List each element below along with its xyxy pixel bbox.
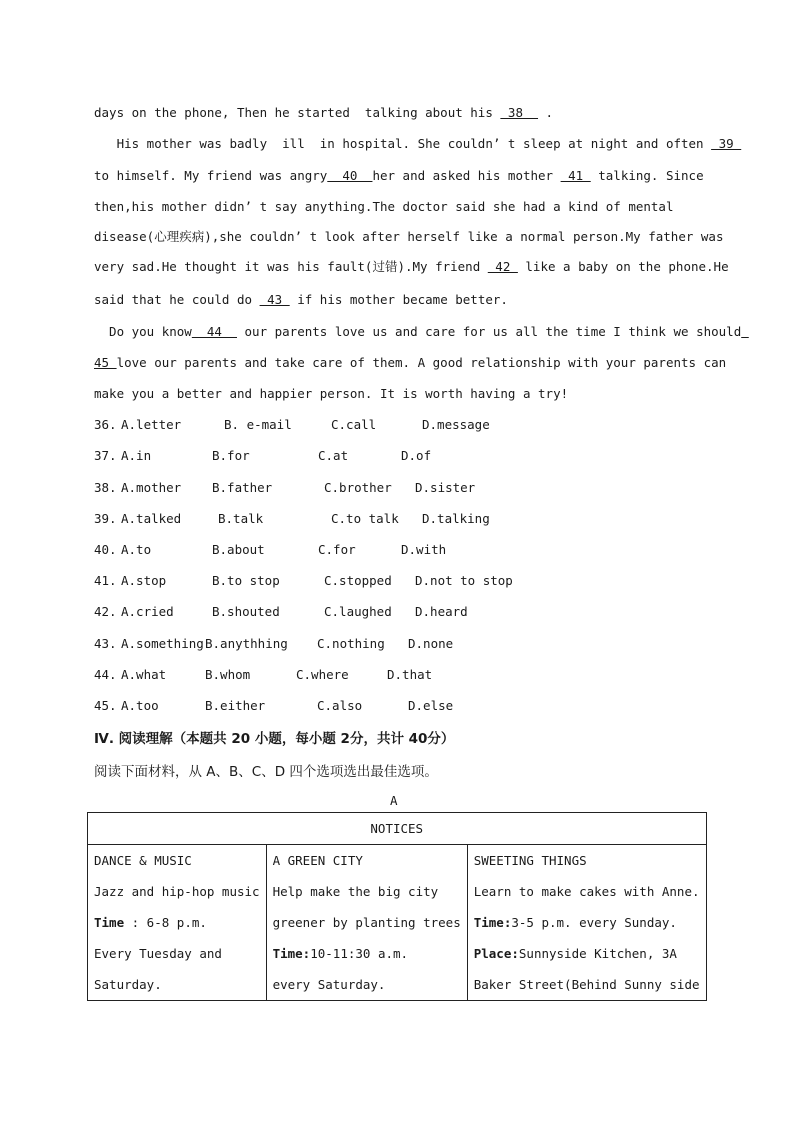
option-a: A.letter — [121, 417, 182, 432]
option-c: C.where — [296, 667, 349, 682]
question-number: 36. — [94, 417, 117, 432]
option-a: A.in — [121, 448, 152, 463]
notice-title: A GREEN CITY — [272, 853, 363, 868]
option-b: B.about — [212, 542, 265, 557]
blank-38: 38 — [500, 105, 539, 120]
notice-desc: greener by planting trees — [272, 915, 461, 930]
notice-extra: every Saturday. — [272, 977, 386, 992]
passage-line — [94, 136, 741, 152]
time-value: 3-5 p.m. every Sunday. — [511, 915, 677, 930]
option-d: D.heard — [415, 604, 468, 619]
option-c: C.laughed — [324, 604, 392, 619]
option-d: D.message — [422, 417, 490, 432]
option-b: B. e-mail — [224, 417, 292, 432]
option-d: D.sister — [415, 480, 476, 495]
notice-time — [474, 907, 700, 938]
blank-41: 41 — [560, 168, 591, 183]
notices-table — [87, 812, 707, 1001]
option-c: C.at — [318, 448, 349, 463]
notice-title: SWEETING THINGS — [473, 853, 587, 868]
option-a: A.something — [121, 636, 204, 651]
notice-place-cont: Baker Street(Behind Sunny side — [473, 977, 700, 992]
option-c: C.stopped — [324, 573, 392, 588]
passage-text: like a baby on the phone.He — [517, 259, 729, 274]
question-number: 41. — [94, 573, 117, 588]
option-d: D.talking — [422, 511, 490, 526]
option-b: B.whom — [205, 667, 251, 682]
passage-text: her and asked his mother — [372, 168, 561, 183]
option-a: A.cried — [121, 604, 174, 619]
blank-40: 40 — [327, 168, 373, 183]
option-c: C.for — [318, 542, 356, 557]
passage-line: disease(心理疾病),she couldn’ t look after herself like a normal person.My father was — [94, 229, 724, 244]
passage-text: His mother was badly ill in hospital. She couldn’ t sleep at night and often — [94, 136, 712, 151]
option-c: C.nothing — [317, 636, 385, 651]
notice-desc: Learn to make cakes with Anne. — [473, 884, 700, 899]
option-a: A.to — [121, 542, 152, 557]
option-c: C.call — [331, 417, 377, 432]
question-number: 39. — [94, 511, 117, 526]
option-c: C.brother — [324, 480, 392, 495]
question-number: 40. — [94, 542, 117, 557]
question-number: 44. — [94, 667, 117, 682]
notice-time — [273, 938, 461, 969]
passage-line: then,his mother didn’ t say anything.The doctor said she had a kind of mental — [94, 199, 674, 214]
option-c: C.to talk — [331, 511, 399, 526]
option-b: B.talk — [218, 511, 264, 526]
notice-extra: Saturday. — [94, 977, 162, 992]
option-d: D.not to stop — [415, 573, 513, 588]
time-value: : 6-8 p.m. — [124, 915, 207, 930]
notice-place — [474, 938, 700, 969]
blank-39: 39 — [711, 136, 742, 151]
option-b: B.either — [205, 698, 266, 713]
passage-text: love our parents and take care of them. A good relationship with your parents can — [116, 355, 727, 370]
option-a: A.stop — [121, 573, 167, 588]
blank-43: 43 — [259, 292, 290, 307]
option-b: B.anythhing — [205, 636, 288, 651]
place-value: Sunnyside Kitchen, 3A — [518, 946, 677, 961]
passage-line — [94, 259, 729, 275]
passage-line — [94, 324, 749, 340]
passage-text: our parents love us and care for us all the time I think we should — [237, 324, 742, 339]
option-b: B.to stop — [212, 573, 280, 588]
option-d: D.that — [387, 667, 433, 682]
passage-text: days on the phone, Then he started talking about his — [94, 105, 501, 120]
time-value: 10-11:30 a.m. — [310, 946, 409, 961]
passage-line — [94, 292, 508, 308]
notice-extra: Every Tuesday and — [94, 946, 222, 961]
blank-45: 45 — [94, 355, 117, 370]
underline-gap — [741, 324, 749, 339]
passage-line — [94, 355, 726, 371]
passage-text: talking. Since — [590, 168, 704, 183]
passage-text: . — [538, 105, 554, 120]
passage-text: very sad.He thought it was his fault(过错).My friend — [94, 259, 488, 274]
option-d: D.none — [408, 636, 454, 651]
option-b: B.father — [212, 480, 273, 495]
notice-dance-music — [88, 845, 267, 1001]
notice-desc: Help make the big city — [272, 884, 439, 899]
option-d: D.of — [401, 448, 432, 463]
passage-label: A — [390, 793, 398, 808]
option-d: D.else — [408, 698, 454, 713]
option-c: C.also — [317, 698, 363, 713]
question-number: 45. — [94, 698, 117, 713]
blank-42: 42 — [487, 259, 518, 274]
passage-text: Do you know — [94, 324, 192, 339]
section-title: Ⅳ. 阅读理解（本题共 20 小题，每小题 2分，共计 40分） — [94, 731, 455, 747]
passage-text: said that he could do — [94, 292, 260, 307]
question-number: 38. — [94, 480, 117, 495]
notice-sweeting-things — [467, 845, 706, 1001]
passage-text: if his mother became better. — [289, 292, 508, 307]
option-a: A.mother — [121, 480, 182, 495]
time-label: Time — [94, 915, 125, 930]
notice-title: DANCE & MUSIC — [94, 853, 192, 868]
question-number: 43. — [94, 636, 117, 651]
option-a: A.talked — [121, 511, 182, 526]
question-number: 42. — [94, 604, 117, 619]
section-instruction: 阅读下面材料，从 A、B、C、D 四个选项选出最佳选项。 — [94, 764, 438, 780]
notices-header: NOTICES — [88, 813, 707, 845]
option-d: D.with — [401, 542, 447, 557]
passage-text: to himself. My friend was angry — [94, 168, 328, 183]
time-label: Time: — [473, 915, 512, 930]
passage-line — [94, 168, 704, 184]
place-label: Place: — [473, 946, 519, 961]
passage-line — [94, 105, 553, 121]
question-number: 37. — [94, 448, 117, 463]
notice-time — [94, 907, 260, 938]
notice-desc: Jazz and hip-hop music — [94, 884, 260, 899]
notice-green-city — [266, 845, 467, 1001]
blank-44: 44 — [191, 324, 237, 339]
option-a: A.too — [121, 698, 159, 713]
option-b: B.shouted — [212, 604, 280, 619]
option-b: B.for — [212, 448, 250, 463]
time-label: Time: — [272, 946, 311, 961]
passage-line: make you a better and happier person. It is worth having a try! — [94, 386, 569, 401]
option-a: A.what — [121, 667, 167, 682]
